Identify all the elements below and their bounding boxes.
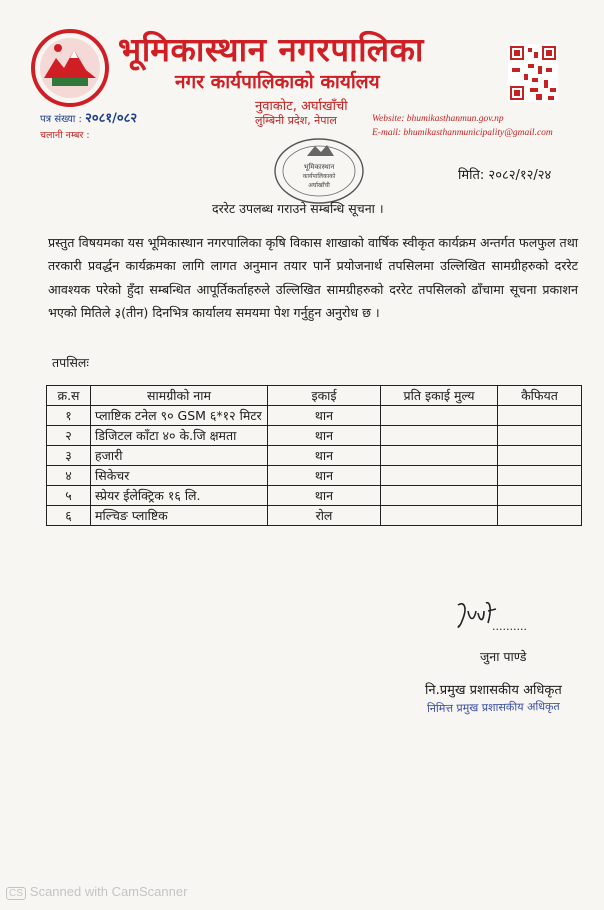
- row-price: [381, 486, 498, 506]
- svg-text:अर्घाखाँची: अर्घाखाँची: [308, 182, 330, 189]
- reference-value: २०८१/०८२: [85, 111, 138, 126]
- row-item-name: डिजिटल काँटा ४० के.जि क्षमता: [91, 426, 268, 446]
- header-item-name: सामग्रीको नाम: [91, 386, 268, 406]
- reference-number: [40, 108, 137, 126]
- row-sn: ६: [47, 506, 91, 526]
- row-unit: थान: [268, 426, 381, 446]
- notice-body: प्रस्तुत विषयमका यस भूमिकास्थान नगरपालिका कृषि विकास शाखाको वार्षिक स्वीकृत कार्यक्रम अन्तर्गत फलफुल तथा तरकारी प्रवर्द्धन कार्यक्रमका लागि लागत अनुमान तयार पार्ने प्रयोजनार्थ तपसिलमा उल्लिखित सामग्रीहरुको दररेट आवश्यक परेको हुँदा सम्बन्धित आपूर्तिकर्ताहरुले उल्लिखित सामग्रीहरुको दररेट तपसिलको ढाँचामा सूचना प्रकाशन भएको मितिले ३(तीन) दिनभित्र कार्यालय समयमा पेश गर्नुहुन अनुरोध छ ।: [48, 235, 578, 321]
- row-remarks: [498, 406, 582, 426]
- row-unit: थान: [268, 486, 381, 506]
- municipality-logo: [30, 28, 110, 108]
- row-unit: रोल: [268, 506, 381, 526]
- contact-info: [372, 112, 553, 140]
- header-sn: क्र.स: [47, 386, 91, 406]
- row-price: [381, 406, 498, 426]
- table-header-row: [47, 386, 582, 406]
- svg-text:भूमिकास्थान: भूमिकास्थान: [303, 163, 335, 171]
- row-unit: थान: [268, 406, 381, 426]
- header-remarks: कैफियत: [498, 386, 582, 406]
- office-stamp: [272, 136, 366, 206]
- row-unit: थान: [268, 446, 381, 466]
- table-row: [47, 446, 582, 466]
- chalani-number: चलानी नम्बर :: [40, 130, 90, 141]
- row-remarks: [498, 486, 582, 506]
- table-row: [47, 466, 582, 486]
- org-name: भूमिकास्थान नगरपालिका: [118, 30, 424, 69]
- table-row: [47, 506, 582, 526]
- table-row: [47, 426, 582, 446]
- details-label: तपसिलः: [52, 355, 89, 370]
- reference-label: पत्र संख्या :: [40, 114, 82, 125]
- row-sn: २: [47, 426, 91, 446]
- row-item-name: स्प्रेयर ईलेक्ट्रिक १६ लि.: [91, 486, 268, 506]
- issue-date: मिति: २०८२/१२/२४: [458, 168, 552, 183]
- notice-subject: दररेट उपलब्ध गराउने सम्बन्धि सूचना ।: [212, 201, 384, 216]
- row-item-name: मल्चिङ प्लाष्टिक: [91, 506, 268, 526]
- signature-dots: ..........: [492, 620, 527, 633]
- row-unit: थान: [268, 466, 381, 486]
- handwritten-signature: [450, 597, 542, 637]
- office-name: नगर कार्यपालिकाको कार्यालय: [175, 71, 380, 93]
- camscanner-text: Scanned with CamScanner: [29, 884, 188, 899]
- row-remarks: [498, 466, 582, 486]
- table-row: [47, 406, 582, 426]
- row-remarks: [498, 506, 582, 526]
- svg-text:कार्यपालिकाको: कार्यपालिकाको: [302, 173, 336, 180]
- website: Website: bhumikasthanmun.gov.np: [372, 114, 504, 124]
- address-line-1: नुवाकोट, अर्घाखाँची: [255, 99, 348, 114]
- row-item-name: प्लाष्टिक टनेल ९० GSM ६*१२ मिटर: [91, 406, 268, 426]
- row-item-name: हजारी: [91, 446, 268, 466]
- email: E-mail: bhumikasthanmunicipality@gmail.com: [372, 128, 553, 138]
- qr-code-icon: [508, 44, 558, 102]
- row-price: [381, 446, 498, 466]
- address-line-2: लुम्बिनी प्रदेश, नेपाल: [255, 114, 337, 127]
- camscanner-logo-icon: CS: [6, 887, 26, 900]
- camscanner-watermark: [6, 884, 187, 900]
- row-sn: ३: [47, 446, 91, 466]
- table-row: [47, 486, 582, 506]
- row-sn: ५: [47, 486, 91, 506]
- designation-seal: निमित्त प्रमुख प्रशासकीय अधिकृत: [426, 699, 560, 716]
- row-remarks: [498, 446, 582, 466]
- row-item-name: सिकेचर: [91, 466, 268, 486]
- row-sn: ४: [47, 466, 91, 486]
- row-price: [381, 466, 498, 486]
- row-price: [381, 426, 498, 446]
- signer-name: जुना पाण्डे: [480, 649, 527, 664]
- row-remarks: [498, 426, 582, 446]
- signer-title: नि.प्रमुख प्रशासकीय अधिकृत: [425, 683, 562, 698]
- row-sn: १: [47, 406, 91, 426]
- header-unit-price: प्रति इकाई मुल्य: [381, 386, 498, 406]
- row-price: [381, 506, 498, 526]
- header-unit: इकाई: [268, 386, 381, 406]
- items-table: [46, 385, 582, 526]
